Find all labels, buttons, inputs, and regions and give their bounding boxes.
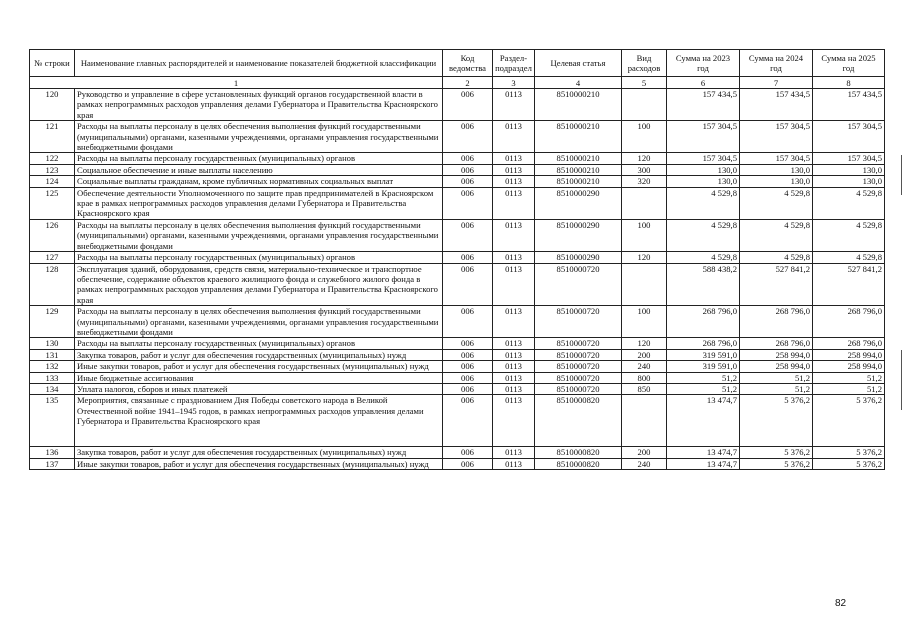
row-dept-code: 006 — [443, 361, 493, 372]
row-sum-2025: 130,0 — [813, 164, 885, 175]
row-dept-code: 006 — [443, 447, 493, 458]
row-section: 0113 — [493, 219, 535, 251]
row-target: 8510000820 — [535, 395, 622, 447]
row-dept-code: 006 — [443, 219, 493, 251]
row-number: 121 — [30, 121, 75, 153]
row-expense-type: 100 — [622, 306, 667, 338]
row-section: 0113 — [493, 263, 535, 306]
row-section: 0113 — [493, 458, 535, 469]
row-dept-code: 006 — [443, 252, 493, 263]
row-target: 8510000820 — [535, 447, 622, 458]
row-dept-code: 006 — [443, 176, 493, 187]
row-number: 136 — [30, 447, 75, 458]
row-sum-2023: 157 304,5 — [667, 121, 740, 153]
row-target: 8510000290 — [535, 187, 622, 219]
row-section: 0113 — [493, 372, 535, 383]
row-sum-2024: 51,2 — [740, 372, 813, 383]
row-section: 0113 — [493, 395, 535, 447]
row-expense-type: 320 — [622, 176, 667, 187]
header-row — [30, 50, 885, 77]
header-sum-2023: Сумма на 2023 год — [667, 50, 740, 77]
row-sum-2025: 4 529,8 — [813, 252, 885, 263]
row-sum-2024: 4 529,8 — [740, 219, 813, 251]
row-name: Иные закупки товаров, работ и услуг для обеспечения государственных (муниципальных) нужд — [75, 458, 443, 469]
row-section: 0113 — [493, 187, 535, 219]
row-sum-2025: 51,2 — [813, 372, 885, 383]
row-name: Закупка товаров, работ и услуг для обеспечения государственных (муниципальных) нужд — [75, 447, 443, 458]
header-dept-code: Код ведомства — [443, 50, 493, 77]
row-section: 0113 — [493, 176, 535, 187]
row-target: 8510000210 — [535, 153, 622, 164]
row-name: Социальные выплаты гражданам, кроме публичных нормативных социальных выплат — [75, 176, 443, 187]
column-number: 3 — [493, 77, 535, 89]
row-target: 8510000210 — [535, 89, 622, 121]
row-sum-2023: 4 529,8 — [667, 187, 740, 219]
row-sum-2023: 13 474,7 — [667, 395, 740, 447]
table-row — [30, 121, 885, 153]
row-sum-2025: 258 994,0 — [813, 361, 885, 372]
row-section: 0113 — [493, 306, 535, 338]
row-number: 137 — [30, 458, 75, 469]
row-sum-2023: 588 438,2 — [667, 263, 740, 306]
row-sum-2024: 157 304,5 — [740, 121, 813, 153]
table-row — [30, 361, 885, 372]
row-number: 129 — [30, 306, 75, 338]
page-number: 82 — [835, 598, 847, 609]
row-number: 125 — [30, 187, 75, 219]
row-target: 8510000720 — [535, 383, 622, 394]
row-expense-type — [622, 395, 667, 447]
table-row — [30, 338, 885, 349]
row-name: Руководство и управление в сфере установленных функций органов государственной власти в рамках непрограммных расходов управления делами Губернатора и Правительства Красноярского края — [75, 89, 443, 121]
scan-edge-mark — [901, 155, 902, 195]
row-sum-2025: 268 796,0 — [813, 306, 885, 338]
row-target: 8510000720 — [535, 372, 622, 383]
row-sum-2023: 130,0 — [667, 164, 740, 175]
header-name: Наименование главных распорядителей и наименование показателей бюджетной классификации — [75, 50, 443, 77]
row-name: Расходы на выплаты персоналу в целях обеспечения выполнения функций государственными (муниципальными) органами, казенными учреждениями, органами управления государственными внебюджетными фондами — [75, 121, 443, 153]
row-section: 0113 — [493, 121, 535, 153]
row-sum-2025: 4 529,8 — [813, 219, 885, 251]
row-dept-code: 006 — [443, 349, 493, 360]
row-number: 126 — [30, 219, 75, 251]
row-dept-code: 006 — [443, 458, 493, 469]
row-sum-2023: 4 529,8 — [667, 252, 740, 263]
row-dept-code: 006 — [443, 372, 493, 383]
row-sum-2024: 258 994,0 — [740, 349, 813, 360]
row-sum-2025: 527 841,2 — [813, 263, 885, 306]
row-sum-2025: 5 376,2 — [813, 458, 885, 469]
row-dept-code: 006 — [443, 187, 493, 219]
row-sum-2024: 258 994,0 — [740, 361, 813, 372]
column-number: 5 — [622, 77, 667, 89]
column-number: 6 — [667, 77, 740, 89]
column-number: 1 — [30, 77, 443, 89]
header-sum-2024: Сумма на 2024 год — [740, 50, 813, 77]
row-sum-2025: 130,0 — [813, 176, 885, 187]
row-sum-2025: 268 796,0 — [813, 338, 885, 349]
table-row — [30, 306, 885, 338]
row-target: 8510000720 — [535, 361, 622, 372]
row-sum-2024: 157 434,5 — [740, 89, 813, 121]
row-target: 8510000210 — [535, 121, 622, 153]
table-row — [30, 89, 885, 121]
row-number: 122 — [30, 153, 75, 164]
table-row — [30, 447, 885, 458]
row-name: Закупка товаров, работ и услуг для обеспечения государственных (муниципальных) нужд — [75, 349, 443, 360]
row-sum-2023: 4 529,8 — [667, 219, 740, 251]
row-name: Социальное обеспечение и иные выплаты населению — [75, 164, 443, 175]
row-number: 133 — [30, 372, 75, 383]
row-sum-2023: 319 591,0 — [667, 349, 740, 360]
row-number: 128 — [30, 263, 75, 306]
row-sum-2023: 13 474,7 — [667, 447, 740, 458]
row-dept-code: 006 — [443, 263, 493, 306]
table-row — [30, 187, 885, 219]
row-sum-2024: 130,0 — [740, 164, 813, 175]
row-number: 123 — [30, 164, 75, 175]
row-sum-2024: 157 304,5 — [740, 153, 813, 164]
row-section: 0113 — [493, 383, 535, 394]
row-number: 130 — [30, 338, 75, 349]
table-row — [30, 252, 885, 263]
row-expense-type: 800 — [622, 372, 667, 383]
row-target: 8510000210 — [535, 164, 622, 175]
row-expense-type: 100 — [622, 219, 667, 251]
table-row — [30, 176, 885, 187]
table-row — [30, 219, 885, 251]
table-row — [30, 395, 885, 447]
header-sum-2025: Сумма на 2025 год — [813, 50, 885, 77]
column-number: 8 — [813, 77, 885, 89]
row-name: Мероприятия, связанные с празднованием Дня Победы советского народа в Великой Отечественной войне 1941–1945 годов, в рамках непрограммных расходов управления делами Губернатора и Правительства Красноярского края — [75, 395, 443, 447]
row-dept-code: 006 — [443, 383, 493, 394]
budget-table — [29, 49, 885, 470]
row-target: 8510000820 — [535, 458, 622, 469]
row-sum-2025: 5 376,2 — [813, 395, 885, 447]
row-sum-2024: 130,0 — [740, 176, 813, 187]
row-sum-2024: 268 796,0 — [740, 338, 813, 349]
row-sum-2025: 157 304,5 — [813, 121, 885, 153]
row-name: Эксплуатация зданий, оборудования, средств связи, материально-техническое и транспортное обеспечение, содержание объектов краевого жилищного фонда и служебного жилого фонда в рамках непрограммных расходов управления делами Губернатора и Правительства Красноярского края — [75, 263, 443, 306]
table-row — [30, 458, 885, 469]
table-row — [30, 153, 885, 164]
row-target: 8510000210 — [535, 176, 622, 187]
row-target: 8510000720 — [535, 338, 622, 349]
row-number: 124 — [30, 176, 75, 187]
table-row — [30, 372, 885, 383]
row-sum-2024: 5 376,2 — [740, 447, 813, 458]
row-section: 0113 — [493, 164, 535, 175]
row-dept-code: 006 — [443, 338, 493, 349]
row-name: Обеспечение деятельности Уполномоченного по защите прав предпринимателей в Красноярском крае в рамках непрограммных расходов управления делами Губернатора и Правительства Красноярского края — [75, 187, 443, 219]
row-dept-code: 006 — [443, 121, 493, 153]
column-number: 7 — [740, 77, 813, 89]
row-sum-2025: 5 376,2 — [813, 447, 885, 458]
row-sum-2024: 5 376,2 — [740, 458, 813, 469]
row-section: 0113 — [493, 338, 535, 349]
row-target: 8510000290 — [535, 219, 622, 251]
row-number: 135 — [30, 395, 75, 447]
row-expense-type — [622, 263, 667, 306]
row-sum-2023: 51,2 — [667, 372, 740, 383]
row-sum-2023: 157 304,5 — [667, 153, 740, 164]
row-sum-2023: 268 796,0 — [667, 306, 740, 338]
row-sum-2024: 268 796,0 — [740, 306, 813, 338]
row-sum-2023: 268 796,0 — [667, 338, 740, 349]
row-sum-2023: 130,0 — [667, 176, 740, 187]
table-row — [30, 164, 885, 175]
row-name: Расходы на выплаты персоналу государственных (муниципальных) органов — [75, 338, 443, 349]
row-sum-2024: 5 376,2 — [740, 395, 813, 447]
header-row-no: № строки — [30, 50, 75, 77]
row-name: Иные бюджетные ассигнования — [75, 372, 443, 383]
row-section: 0113 — [493, 89, 535, 121]
row-number: 127 — [30, 252, 75, 263]
header-section: Раздел-подраздел — [493, 50, 535, 77]
row-dept-code: 006 — [443, 164, 493, 175]
row-name: Расходы на выплаты персоналу государственных (муниципальных) органов — [75, 252, 443, 263]
row-name: Уплата налогов, сборов и иных платежей — [75, 383, 443, 394]
row-expense-type: 240 — [622, 361, 667, 372]
row-sum-2025: 258 994,0 — [813, 349, 885, 360]
row-name: Расходы на выплаты персоналу в целях обеспечения выполнения функций государственными (муниципальными) органами, казенными учреждениями, органами управления государственными внебюджетными фондами — [75, 306, 443, 338]
row-dept-code: 006 — [443, 89, 493, 121]
row-number: 120 — [30, 89, 75, 121]
row-section: 0113 — [493, 252, 535, 263]
row-dept-code: 006 — [443, 395, 493, 447]
row-expense-type: 850 — [622, 383, 667, 394]
row-expense-type — [622, 187, 667, 219]
row-expense-type — [622, 89, 667, 121]
row-target: 8510000290 — [535, 252, 622, 263]
row-sum-2024: 4 529,8 — [740, 252, 813, 263]
row-sum-2025: 157 304,5 — [813, 153, 885, 164]
scan-edge-mark — [901, 350, 902, 410]
header-target: Целевая статья — [535, 50, 622, 77]
row-sum-2025: 4 529,8 — [813, 187, 885, 219]
row-section: 0113 — [493, 349, 535, 360]
row-sum-2025: 51,2 — [813, 383, 885, 394]
row-sum-2024: 51,2 — [740, 383, 813, 394]
table-row — [30, 263, 885, 306]
row-number: 134 — [30, 383, 75, 394]
row-name: Расходы на выплаты персоналу государственных (муниципальных) органов — [75, 153, 443, 164]
row-name: Иные закупки товаров, работ и услуг для обеспечения государственных (муниципальных) нужд — [75, 361, 443, 372]
row-target: 8510000720 — [535, 306, 622, 338]
row-sum-2023: 51,2 — [667, 383, 740, 394]
row-expense-type: 120 — [622, 338, 667, 349]
column-number: 4 — [535, 77, 622, 89]
table-row — [30, 349, 885, 360]
row-expense-type: 240 — [622, 458, 667, 469]
column-number: 2 — [443, 77, 493, 89]
row-number: 131 — [30, 349, 75, 360]
row-expense-type: 300 — [622, 164, 667, 175]
row-section: 0113 — [493, 153, 535, 164]
row-expense-type: 120 — [622, 252, 667, 263]
row-target: 8510000720 — [535, 263, 622, 306]
row-sum-2025: 157 434,5 — [813, 89, 885, 121]
row-dept-code: 006 — [443, 153, 493, 164]
row-expense-type: 200 — [622, 447, 667, 458]
row-dept-code: 006 — [443, 306, 493, 338]
row-sum-2023: 13 474,7 — [667, 458, 740, 469]
header-expense-type: Вид расходов — [622, 50, 667, 77]
row-expense-type: 200 — [622, 349, 667, 360]
table-row — [30, 383, 885, 394]
row-sum-2023: 319 591,0 — [667, 361, 740, 372]
row-section: 0113 — [493, 361, 535, 372]
row-target: 8510000720 — [535, 349, 622, 360]
row-name: Расходы на выплаты персоналу в целях обеспечения выполнения функций государственными (муниципальными) органами, казенными учреждениями, органами управления государственными внебюджетными фондами — [75, 219, 443, 251]
row-section: 0113 — [493, 447, 535, 458]
row-number: 132 — [30, 361, 75, 372]
row-expense-type: 100 — [622, 121, 667, 153]
row-sum-2023: 157 434,5 — [667, 89, 740, 121]
row-sum-2024: 4 529,8 — [740, 187, 813, 219]
column-number-row — [30, 77, 885, 89]
row-sum-2024: 527 841,2 — [740, 263, 813, 306]
row-expense-type: 120 — [622, 153, 667, 164]
